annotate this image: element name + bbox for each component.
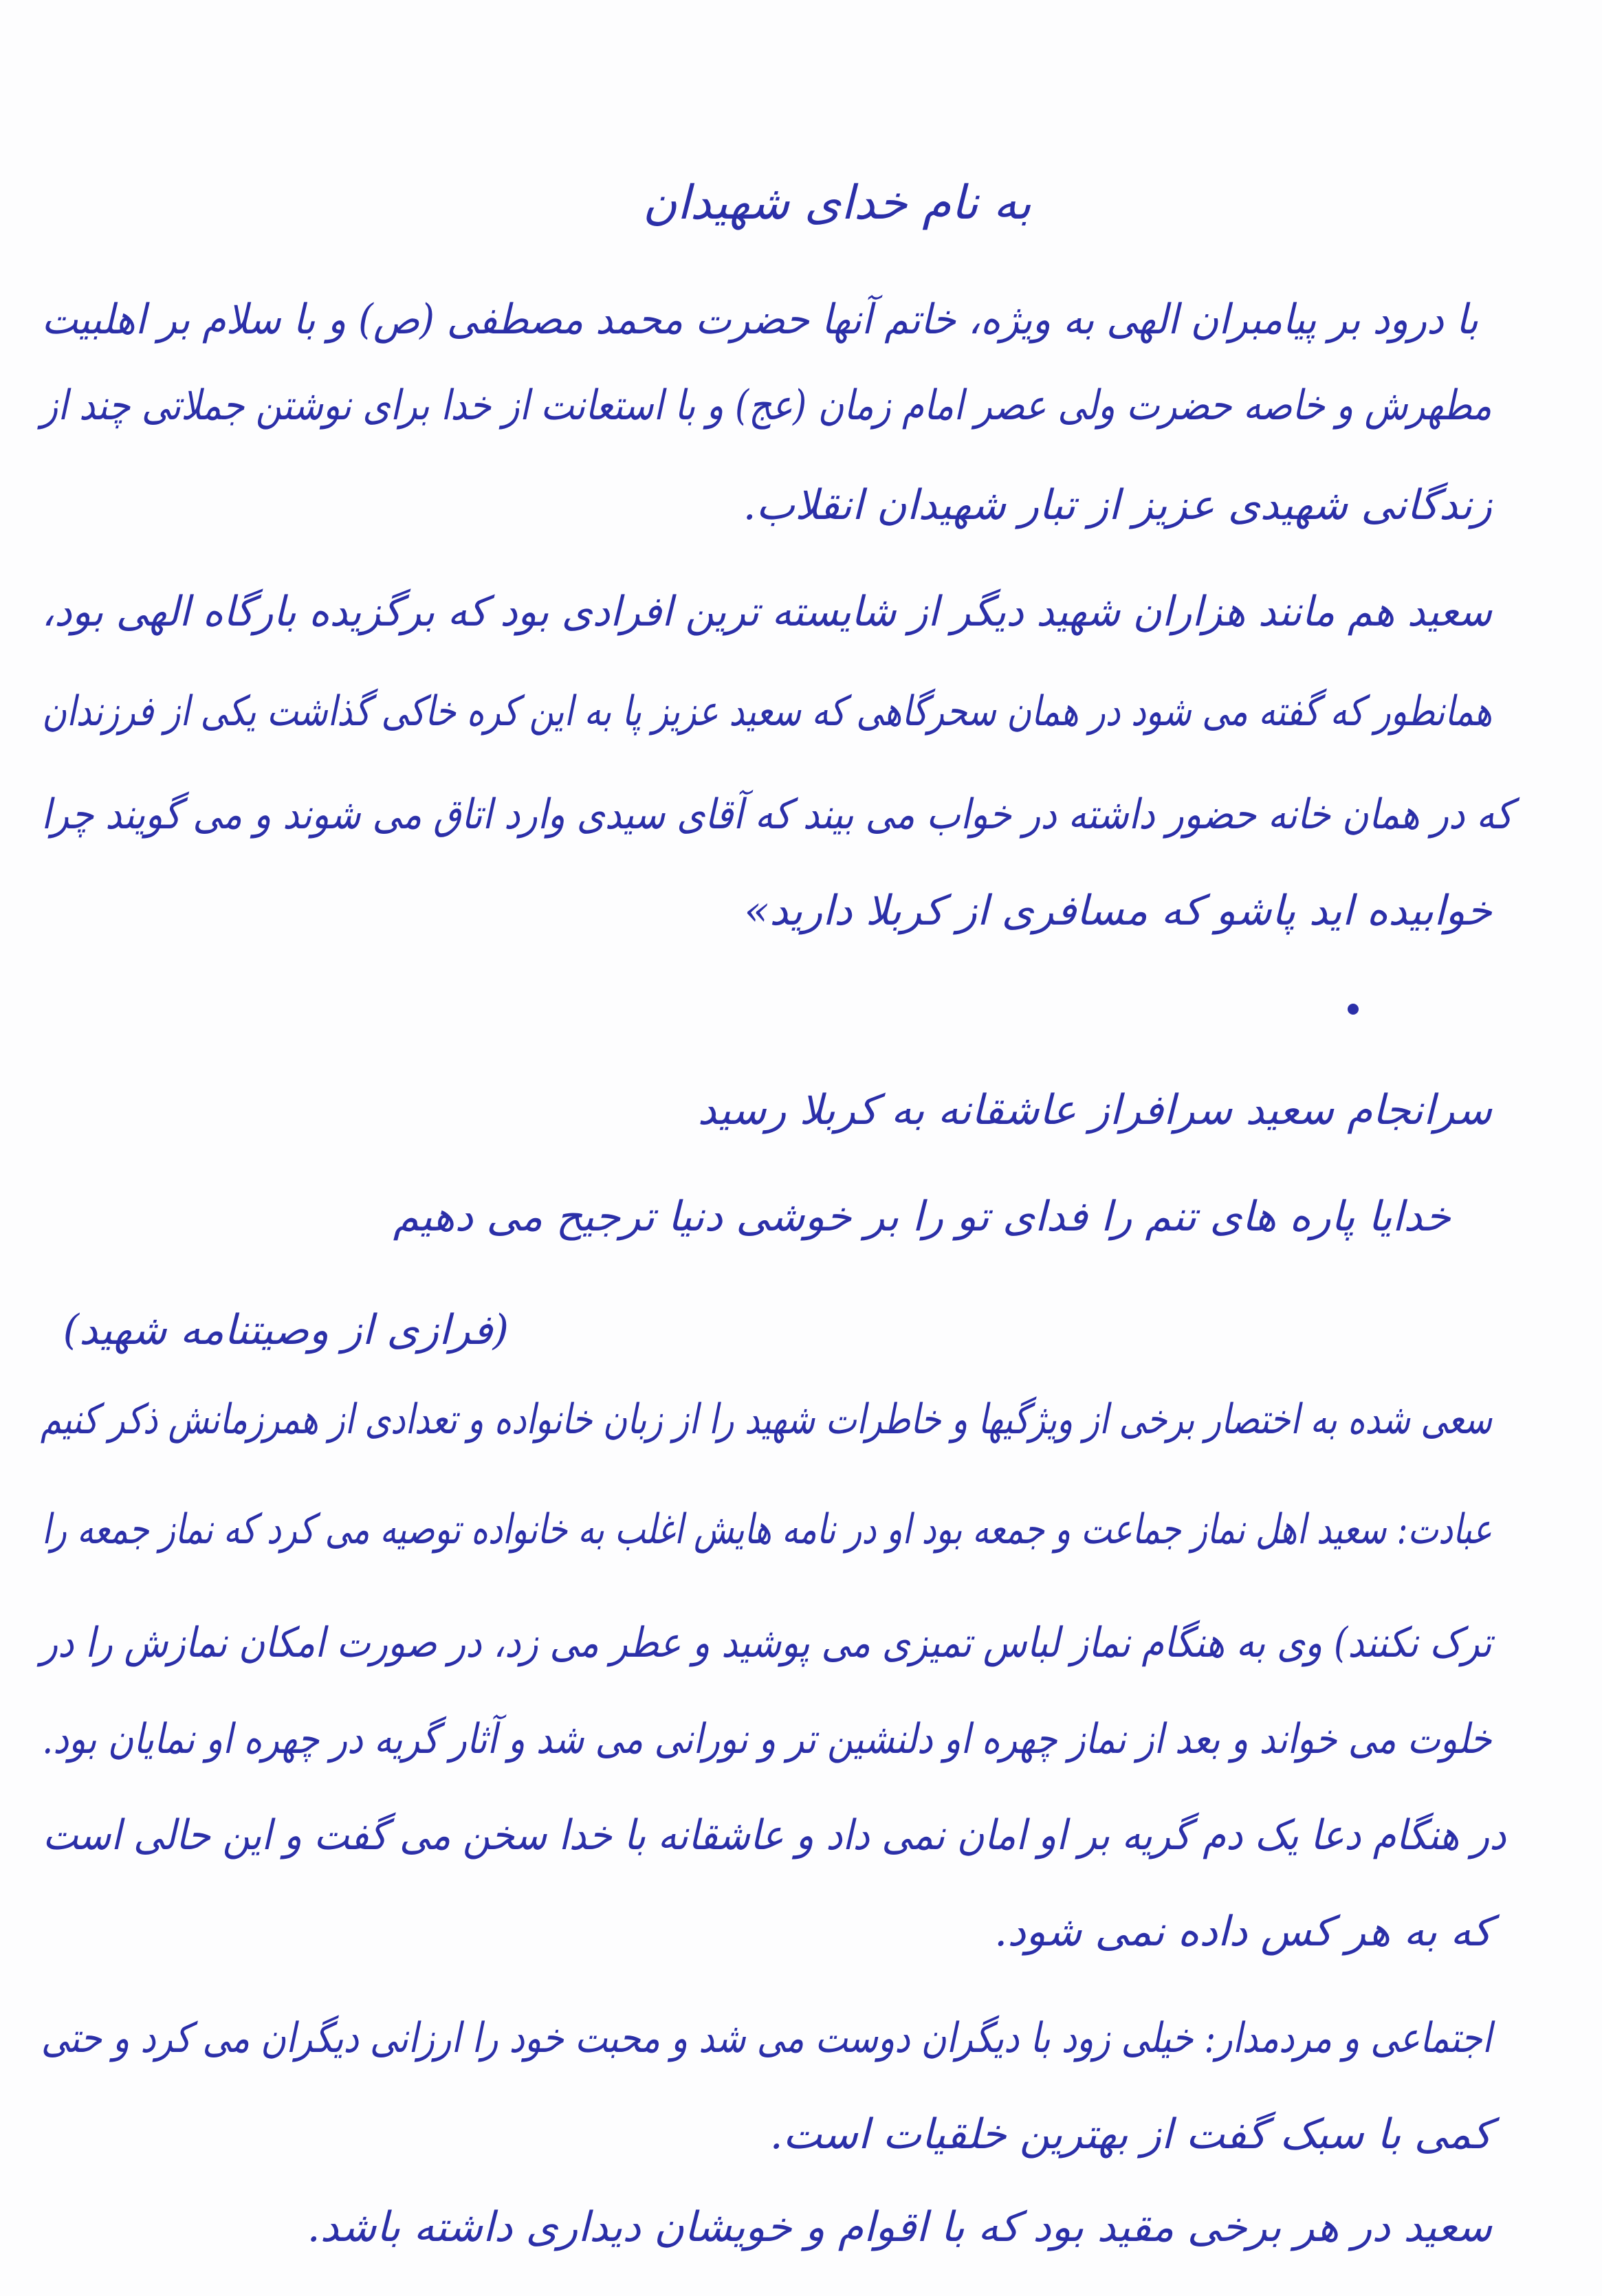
paragraph-line: اجتماعی و مردمدار: خیلی زود با دیگران دوست می شد و محبت خود را ارزانی دیگران می کرد و حتی [41,2014,1492,2062]
paragraph-line: کمی با سبک گفت از بهترین خلقیات است. [769,2110,1492,2159]
paragraph-line: خوابیده اید پاشو که مسافری از کربلا دارید» [744,887,1492,935]
paragraph-line: خلوت می خواند و بعد از نماز چهره او دلنشین تر و نورانی می شد و آثار گریه در چهره او نمایان بود. [42,1715,1492,1763]
paragraph-line: ترک نکنند) وی به هنگام نماز لباس تمیزی می پوشید و عطر می زد، در صورت امکان نمازش را در [41,1619,1492,1667]
paragraph-line: سعید هم مانند هزاران شهید دیگر از شایسته ترین افرادی بود که برگزیده بارگاه الهی بود، [41,588,1492,636]
paragraph-line: همانطور که گفته می شود در همان سحرگاهی که سعید عزیز پا به این کره خاکی گذاشت یکی از فرزندان [42,687,1492,736]
letter-title: به نام خدای شهیدان [642,176,1031,230]
ink-dot [1348,1004,1359,1015]
paragraph-line: (فرازی از وصیتنامه شهید) [63,1306,509,1354]
paragraph-line: مطهرش و خاصه حضرت ولی عصر امام زمان (عج) و با استعانت از خدا برای نوشتن جملاتی چند از [41,382,1492,430]
paragraph-line: عبادت: سعید اهل نماز جماعت و جمعه بود او در نامه هایش اغلب به خانواده توصیه می کرد که نماز جمعه را [41,1505,1492,1554]
paragraph-line: با درود بر پیامبران الهی به ویژه، خاتم آنها حضرت محمد مصطفی (ص) و با سلام بر اهلبیت [41,296,1478,344]
paragraph-line: سرانجام سعید سرافراز عاشقانه به کربلا رسید [697,1086,1492,1134]
paragraph-line: که در همان خانه حضور داشته در خواب می بیند که آقای سیدی وارد اتاق می شوند و می گویند چرا [41,791,1513,839]
paragraph-line: سعی شده به اختصار برخی از ویژگیها و خاطرات شهید را از زبان خانواده و تعدادی از همرزمانش ذکر کنیم [40,1395,1492,1444]
paragraph-line: که به هر کس داده نمی شود. [994,1908,1492,1956]
paragraph-line: در هنگام دعا یک دم گریه بر او امان نمی داد و عاشقانه با خدا سخن می گفت و این حالی است [42,1811,1506,1859]
paragraph-line: خدایا پاره های تنم را فدای تو را بر خوشی دنیا ترجیح می دهیم [393,1193,1451,1241]
paragraph-line: زندگانی شهیدی عزیز از تبار شهیدان انقلاب. [743,481,1492,529]
paragraph-line: سعید در هر برخی مقید بود که با اقوام و خویشان دیداری داشته باشد. [307,2203,1492,2251]
